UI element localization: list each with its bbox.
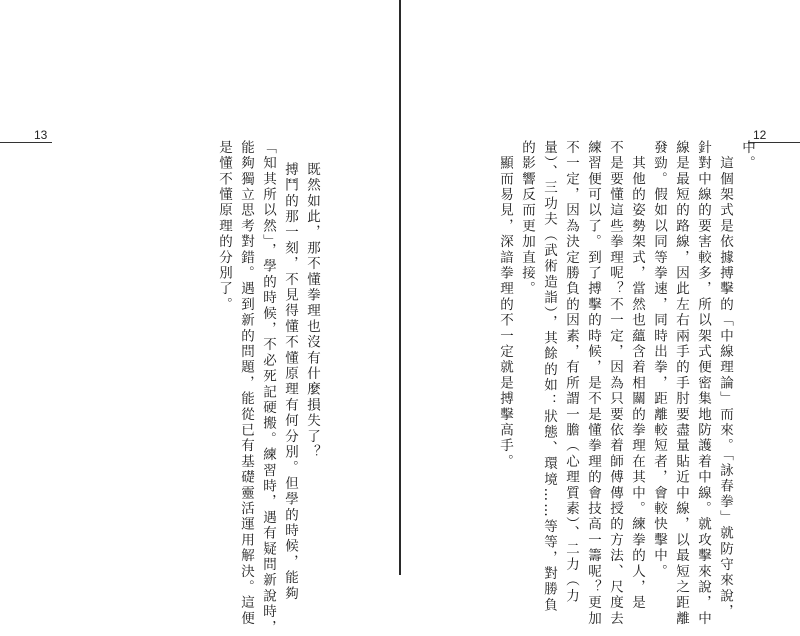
right-column-11: 的影響反而更加直接。 (519, 140, 535, 297)
right-column-4: 線是最短的路線，因此左右兩手的手肘要盡量貼近中線，以最短之距離 (673, 140, 689, 627)
left-folio-rule (0, 142, 52, 143)
right-column-6: 其他的姿勢架式，當然也蘊含着相關的拳理在其中。練拳的人，是 (629, 140, 645, 611)
left-page-number: 13 (34, 128, 48, 142)
left-column-4: 能夠獨立思考對錯。遇到新的問題，能從已有基礎靈活運用解決。這便 (238, 140, 254, 627)
right-column-12: 顯而易見，深諳拳理的不一定就是搏擊高手。 (497, 140, 513, 470)
right-column-1: 中。 (739, 140, 755, 172)
left-column-3: 「知其所以然」，學的時候，不必死記硬搬。練習時，遇有疑問新說時， (260, 140, 276, 636)
left-column-1: 既然如此，那不懂拳理也沒有什麼損失了？ (304, 162, 320, 461)
left-page (0, 0, 399, 636)
right-column-7: 不是要懂這些拳理呢？不一定，因為只要依着師傅傳授的方法、尺度去 (607, 140, 623, 627)
left-column-2: 搏鬥的那一刻，不見得懂不懂原理有何分別。但學的時候，能夠 (282, 162, 298, 602)
right-page (401, 0, 800, 627)
right-page-number: 12 (753, 128, 767, 142)
right-column-9: 不一定，因為決定勝負的因素，有所謂一膽（心理質素）、二力（力 (563, 140, 579, 605)
right-column-10: 量）、三功夫（武術造詣），其餘的如：狀態、環境……等等，對勝負 (541, 140, 557, 614)
right-column-5: 發勁。假如以同等拳速，同時出拳，距離較短者，會較快擊中。 (651, 140, 667, 580)
right-column-3: 針對中線的要害較多，所以架式便密集地防護着中線。就攻擊來說，中 (695, 140, 711, 627)
left-column-5: 是懂不懂原理的分別了。 (216, 140, 232, 313)
right-column-2: 這個架式是依據搏擊的「中線理論」而來。「詠春拳」就防守來說， (717, 140, 733, 620)
right-column-8: 練習便可以了。到了搏擊的時候，是不是懂拳理的會技高一籌呢？更加 (585, 140, 601, 627)
